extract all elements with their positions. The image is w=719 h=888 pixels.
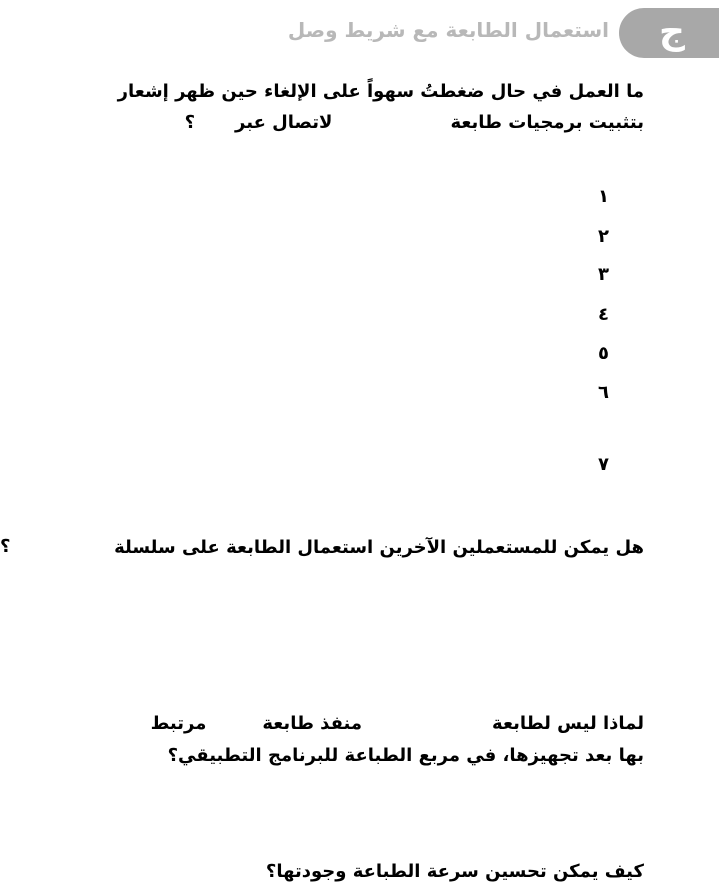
step-number-7: ٧	[598, 454, 609, 475]
step-number-2: ٢	[598, 226, 609, 247]
question-2-qmark: ؟	[0, 536, 11, 557]
question-2: هل يمكن للمستعملين الآخرين استعمال الطابعة على سلسلة	[114, 537, 644, 558]
question-1-part-a: بتثبيت برمجيات طابعة	[450, 112, 644, 133]
question-3-part-b: منفذ طابعة	[262, 713, 363, 734]
section-header	[260, 8, 719, 58]
section-letter: ج	[659, 11, 685, 52]
question-3-line-1	[151, 708, 644, 740]
question-1-line-2	[185, 107, 644, 139]
question-3-part-a: لماذا ليس لطابعة	[492, 713, 644, 734]
step-number-6: ٦	[598, 382, 609, 403]
question-4: كيف يمكن تحسين سرعة الطباعة وجودتها؟	[265, 861, 644, 882]
question-3-part-c: مرتبط	[150, 713, 207, 734]
section-title: استعمال الطابعة مع شريط وصل	[287, 18, 609, 42]
question-1-qmark: ؟	[184, 112, 196, 133]
step-number-4: ٤	[598, 304, 609, 325]
question-1-line-1: ما العمل في حال ضغطتُ سهواً على الإلغاء حين ظهر إشعار	[117, 81, 644, 102]
step-number-5: ٥	[598, 343, 609, 364]
step-number-3: ٣	[598, 264, 609, 285]
section-badge	[619, 8, 719, 58]
question-1-part-b: لاتصال عبر	[235, 112, 333, 133]
question-3-line-2: بها بعد تجهيزها، في مربع الطباعة للبرنامج التطبيقي؟	[167, 745, 644, 766]
step-number-1: ١	[598, 186, 609, 207]
